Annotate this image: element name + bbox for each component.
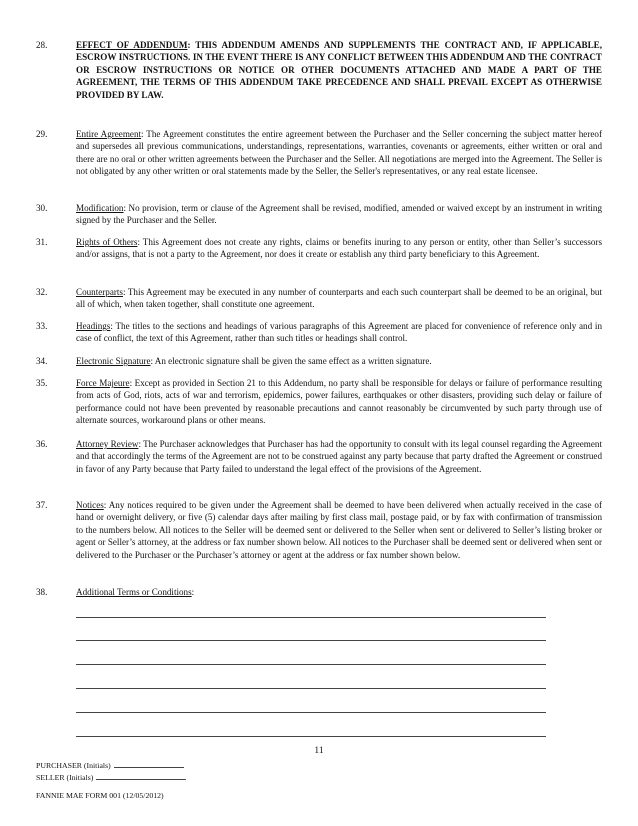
clause-38: [36, 586, 602, 598]
clause-text: :: [191, 587, 195, 597]
clause-text: : This Agreement may be executed in any number of counterparts and each such counterpart shall be deemed to be an original, but all of which, when taken together, shall constitute one agreement.: [76, 287, 602, 310]
additional-terms-line[interactable]: [76, 688, 546, 689]
clause-heading: Additional Terms or Conditions: [76, 587, 192, 597]
clause-heading: Headings: [76, 321, 111, 331]
clause-number: 29.: [36, 129, 48, 139]
clause-text: : No provision, term or clause of the Agreement shall be revised, modified, amended or waived except by an instrument in writing signed by the Purchaser and the Seller.: [76, 203, 602, 226]
clause-37: [36, 499, 602, 561]
clause-29: [36, 128, 602, 178]
form-id: FANNIE MAE FORM 001 (12/05/2012): [36, 791, 164, 800]
clause-31: [36, 236, 602, 261]
clause-33: [36, 320, 602, 345]
additional-terms-line[interactable]: [76, 664, 546, 665]
clause-number: 30.: [36, 203, 48, 213]
purchaser-initials: [36, 760, 184, 771]
clause-text: : THIS ADDENDUM AMENDS AND SUPPLEMENTS THE CONTRACT AND, IF APPLICABLE, ESCROW INSTRUCTIONS. IN THE EVENT THERE IS ANY CONFLICT BETWEEN THIS ADDENDUM AND THE CONTRACT OR ESCROW INSTRUCTIONS OR NOTICE OR OTHER DOCUMENTS ATTACHED AND MADE A PART OF THE AGREEMENT, THE TERMS OF THIS ADDENDUM TAKE PRECEDENCE AND SHALL PREVAIL EXCEPT AS OTHERWISE PROVIDED BY LAW.: [76, 40, 602, 100]
clause-heading: Electronic Signature: [76, 356, 151, 366]
clause-text: : An electronic signature shall be given the same effect as a written signature.: [150, 356, 432, 366]
clause-text: : The titles to the sections and headings of various paragraphs of this Agreement are placed for convenience of reference only and in case of conflict, the text of this Agreement, rather than such titles or headings shall control.: [76, 321, 602, 344]
clause-heading: Entire Agreement: [76, 129, 142, 139]
clause-number: 35.: [36, 378, 48, 388]
clause-35: [36, 377, 602, 427]
clause-text: : The Purchaser acknowledges that Purchaser has had the opportunity to consult with its legal counsel regarding the Agreement and that accordingly the terms of the Agreement are not to be construed against any party because that party drafted the Agreement or construed in favor of any Party because that Party failed to understand the legal effect of the provisions of the Agreement.: [76, 439, 602, 474]
clause-30: [36, 202, 602, 227]
clause-heading: Attorney Review: [76, 439, 139, 449]
clause-number: 37.: [36, 500, 48, 510]
additional-terms-line[interactable]: [76, 617, 546, 618]
clause-text: : Any notices required to be given under the Agreement shall be deemed to have been delivered when actually received in the case of hand or overnight delivery, or five (5) calendar days after mailing by first class mail, postage paid, or by fax with confirmation of transmission to the numbers below. All notices to the Seller will be deemed sent or delivered to the Seller when sent or delivered to Seller’s listing broker or agent or Seller’s attorney, at the address or fax number shown below. All notices to the Purchaser shall be deemed sent or delivered when sent or delivered to the Purchaser or the Purchaser’s attorney or agent at the address or fax number shown below.: [76, 500, 602, 560]
clause-heading: Counterparts: [76, 287, 123, 297]
clause-heading: Rights of Others: [76, 237, 138, 247]
purchaser-initials-field[interactable]: [114, 760, 184, 768]
clause-text: : This Agreement does not create any rights, claims or benefits inuring to any person or entity, other than Seller’s successors and/or assigns, that is not a party to the Agreement, nor does it create or establish any third party beneficiary to this Agreement.: [76, 237, 602, 260]
clause-32: [36, 286, 602, 311]
additional-terms-line[interactable]: [76, 736, 546, 737]
clause-number: 36.: [36, 439, 48, 449]
seller-initials: [36, 772, 186, 783]
additional-terms-line[interactable]: [76, 640, 546, 641]
clause-28: [36, 39, 602, 101]
clause-number: 31.: [36, 237, 48, 247]
clause-text: : Except as provided in Section 21 to this Addendum, no party shall be responsible for delays or failure of performance resulting from acts of God, riots, acts of war and terrorism, epidemics, power failures, earthquakes or other disasters, providing such delay or failure of performance could not have been prevented by reasonable precautions and cannot reasonably be circumvented by such party through use of alternate sources, workaround plans or other means.: [76, 378, 602, 426]
clause-number: 33.: [36, 321, 48, 331]
clause-heading: Force Majeure: [76, 378, 130, 388]
seller-initials-label: SELLER (Initials): [36, 773, 94, 782]
clause-number: 34.: [36, 356, 48, 366]
clause-number: 38.: [36, 587, 48, 597]
clause-number: 28.: [36, 40, 48, 50]
page-number: 11: [314, 746, 324, 756]
clause-36: [36, 438, 602, 475]
seller-initials-field[interactable]: [96, 772, 186, 780]
clause-heading: EFFECT OF ADDENDUM: [76, 40, 188, 50]
clause-number: 32.: [36, 287, 48, 297]
clause-heading: Notices: [76, 500, 104, 510]
clause-heading: Modification: [76, 203, 124, 213]
purchaser-initials-label: PURCHASER (Initials): [36, 761, 111, 770]
additional-terms-line[interactable]: [76, 712, 546, 713]
clause-text: : The Agreement constitutes the entire agreement between the Purchaser and the Seller concerning the subject matter hereof and supersedes all previous communications, understandings, representations, warranties, covenants or agreements, either written or oral and there are no oral or other written agreements between the Purchaser and the Seller. All negotiations are merged into the Agreement. The Seller is not obligated by any other written or oral statements made by the Seller, the Seller's representatives, or any real estate licensee.: [76, 129, 602, 177]
clause-34: [36, 355, 602, 367]
